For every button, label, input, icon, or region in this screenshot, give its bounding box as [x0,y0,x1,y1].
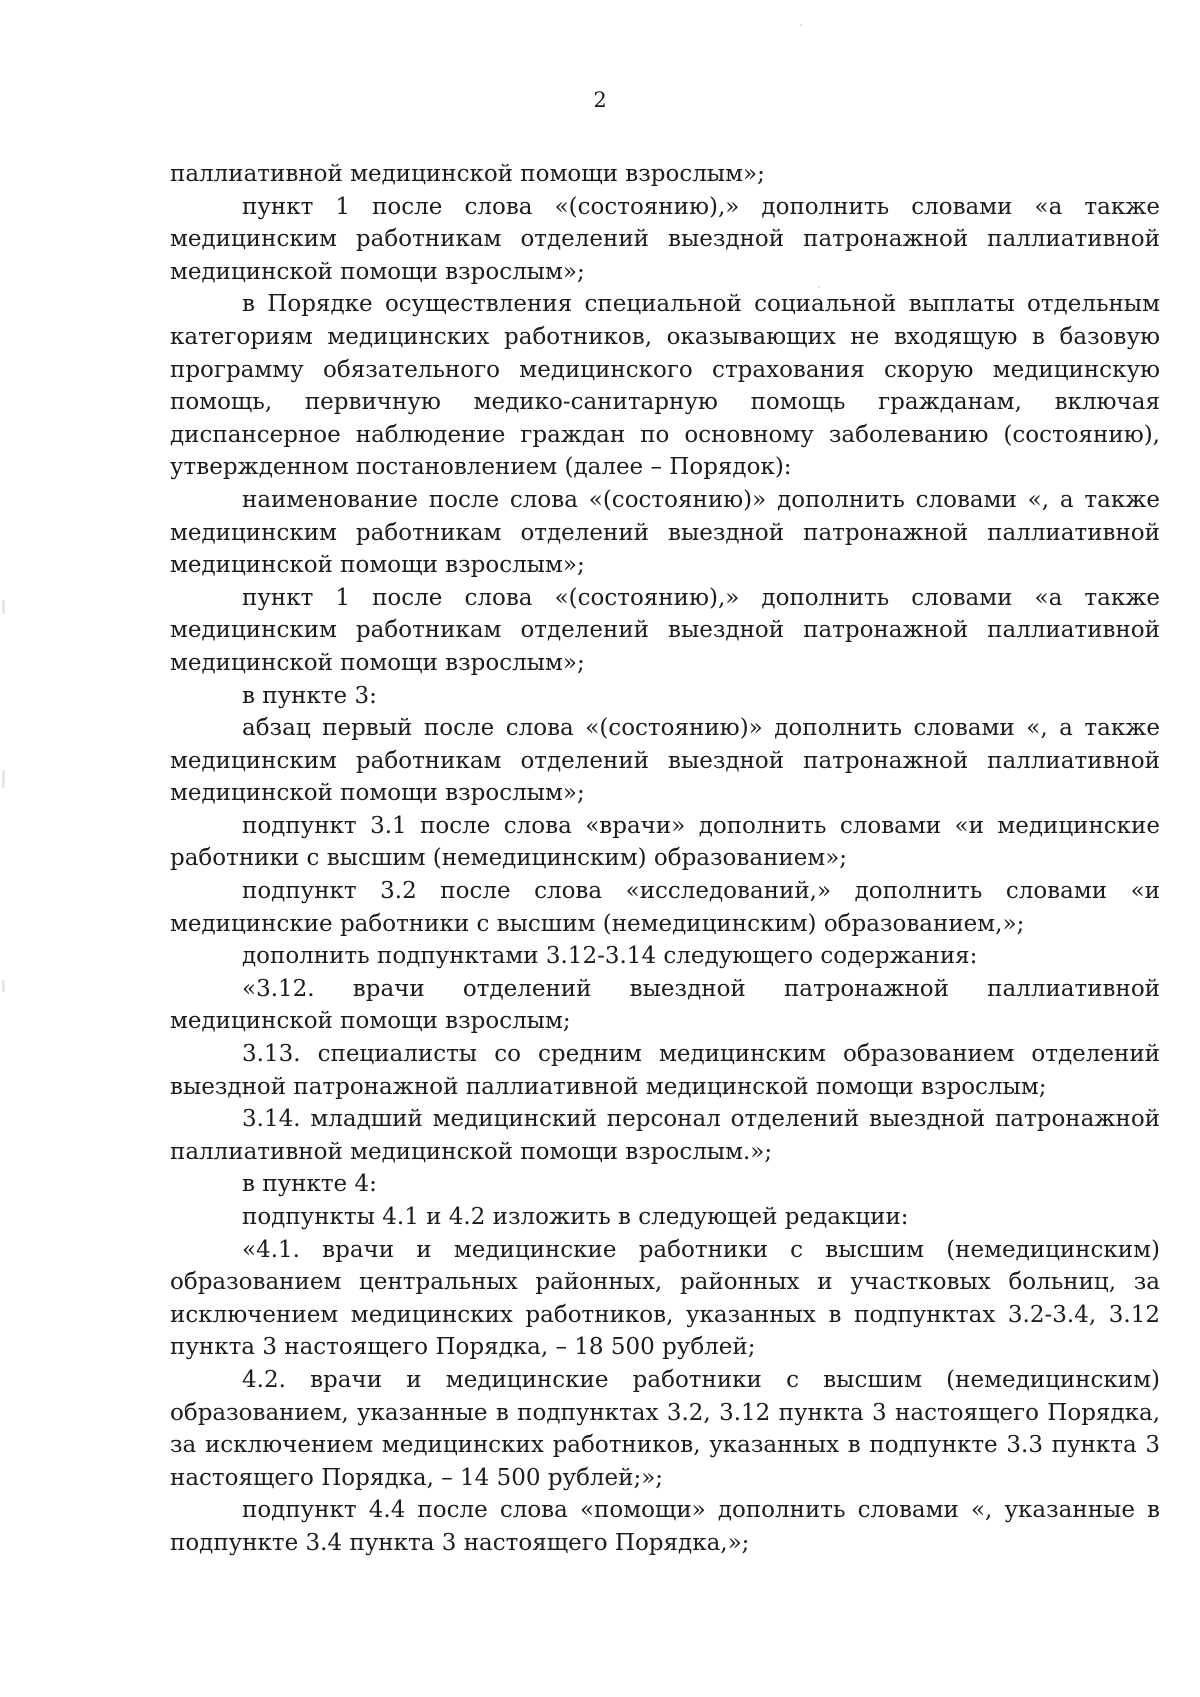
paragraph: подпункт 3.1 после слова «врачи» дополнить словами «и медицинские работники с высшим (немедицинским) образованием»; [170,812,1160,872]
paragraph: наименование после слова «(состоянию)» дополнить словами «, а также медицинским работникам отделений выездной патронажной паллиативной медицинской помощи взрослым»; [170,486,1160,579]
scan-margin-mark [2,600,5,614]
paragraph: дополнить подпунктами 3.12-3.14 следующего содержания: [242,943,978,970]
scan-margin-mark [2,770,5,788]
paragraph: «3.12. врачи отделений выездной патронажной паллиативной медицинской помощи взрослым; [170,975,1160,1035]
paragraph: паллиативной медицинской помощи взрослым»; [170,161,765,187]
document-body [170,158,1160,1560]
scan-speck [800,24,802,26]
paragraph: пункт 1 после слова «(состоянию),» дополнить словами «а также медицинским работникам отделений выездной патронажной паллиативной медицинской помощи взрослым»; [170,193,1160,285]
paragraph: подпункт 4.4 после слова «помощи» дополнить словами «, указанные в подпункте 3.4 пункта 3 настоящего Порядка,»; [170,1497,1160,1556]
page-number: 2 [593,88,607,112]
paragraph: 3.14. младший медицинский персонал отделений выездной патронажной паллиативной медицинской помощи взрослым.»; [170,1106,1160,1165]
paragraph: в пункте 3: [242,682,377,709]
paragraph: подпункты 4.1 и 4.2 изложить в следующей редакции: [242,1204,909,1230]
scan-margin-mark [2,980,5,992]
paragraph: пункт 1 после слова «(состоянию),» дополнить словами «а также медицинским работникам отделений выездной патронажной паллиативной медицинской помощи взрослым»; [170,584,1160,676]
paragraph: «4.1. врачи и медицинские работники с высшим (немедицинским) образованием центральных районных, районных и участковых больниц, за исключением медицинских работников, указанных в подпунктах 3.2-3.4, 3.12 пункта 3 настоящего Порядка, – 18 500 рублей; [170,1236,1160,1361]
paragraph: абзац первый после слова «(состоянию)» дополнить словами «, а также медицинским работникам отделений выездной патронажной паллиативной медицинской помощи взрослым»; [170,715,1160,807]
paragraph: в Порядке осуществления специальной социальной выплаты отдельным категориям медицинских работников, оказывающих не входящую в базовую программу обязательного медицинского страхования скорую медицинскую помощь, первичную медико-санитарную помощь гражданам, включая диспансерное наблюдение граждан по основному заболеванию (состоянию), утвержденном постановлением (далее – Порядок): [170,291,1160,481]
paragraph: 4.2. врачи и медицинские работники с высшим (немедицинским) образованием, указанные в подпунктах 3.2, 3.12 пункта 3 настоящего Порядка, за исключением медицинских работников, указанных в подпункте 3.3 пункта 3 настоящего Порядка, – 14 500 рублей;»; [170,1366,1160,1491]
paragraph: подпункт 3.2 после слова «исследований,» дополнить словами «и медицинские работники с высшим (немедицинским) образованием,»; [170,878,1160,937]
paragraph: в пункте 4: [242,1171,377,1198]
paragraph: 3.13. специалисты со средним медицинским образованием отделений выездной патронажной паллиативной медицинской помощи взрослым; [170,1041,1160,1100]
